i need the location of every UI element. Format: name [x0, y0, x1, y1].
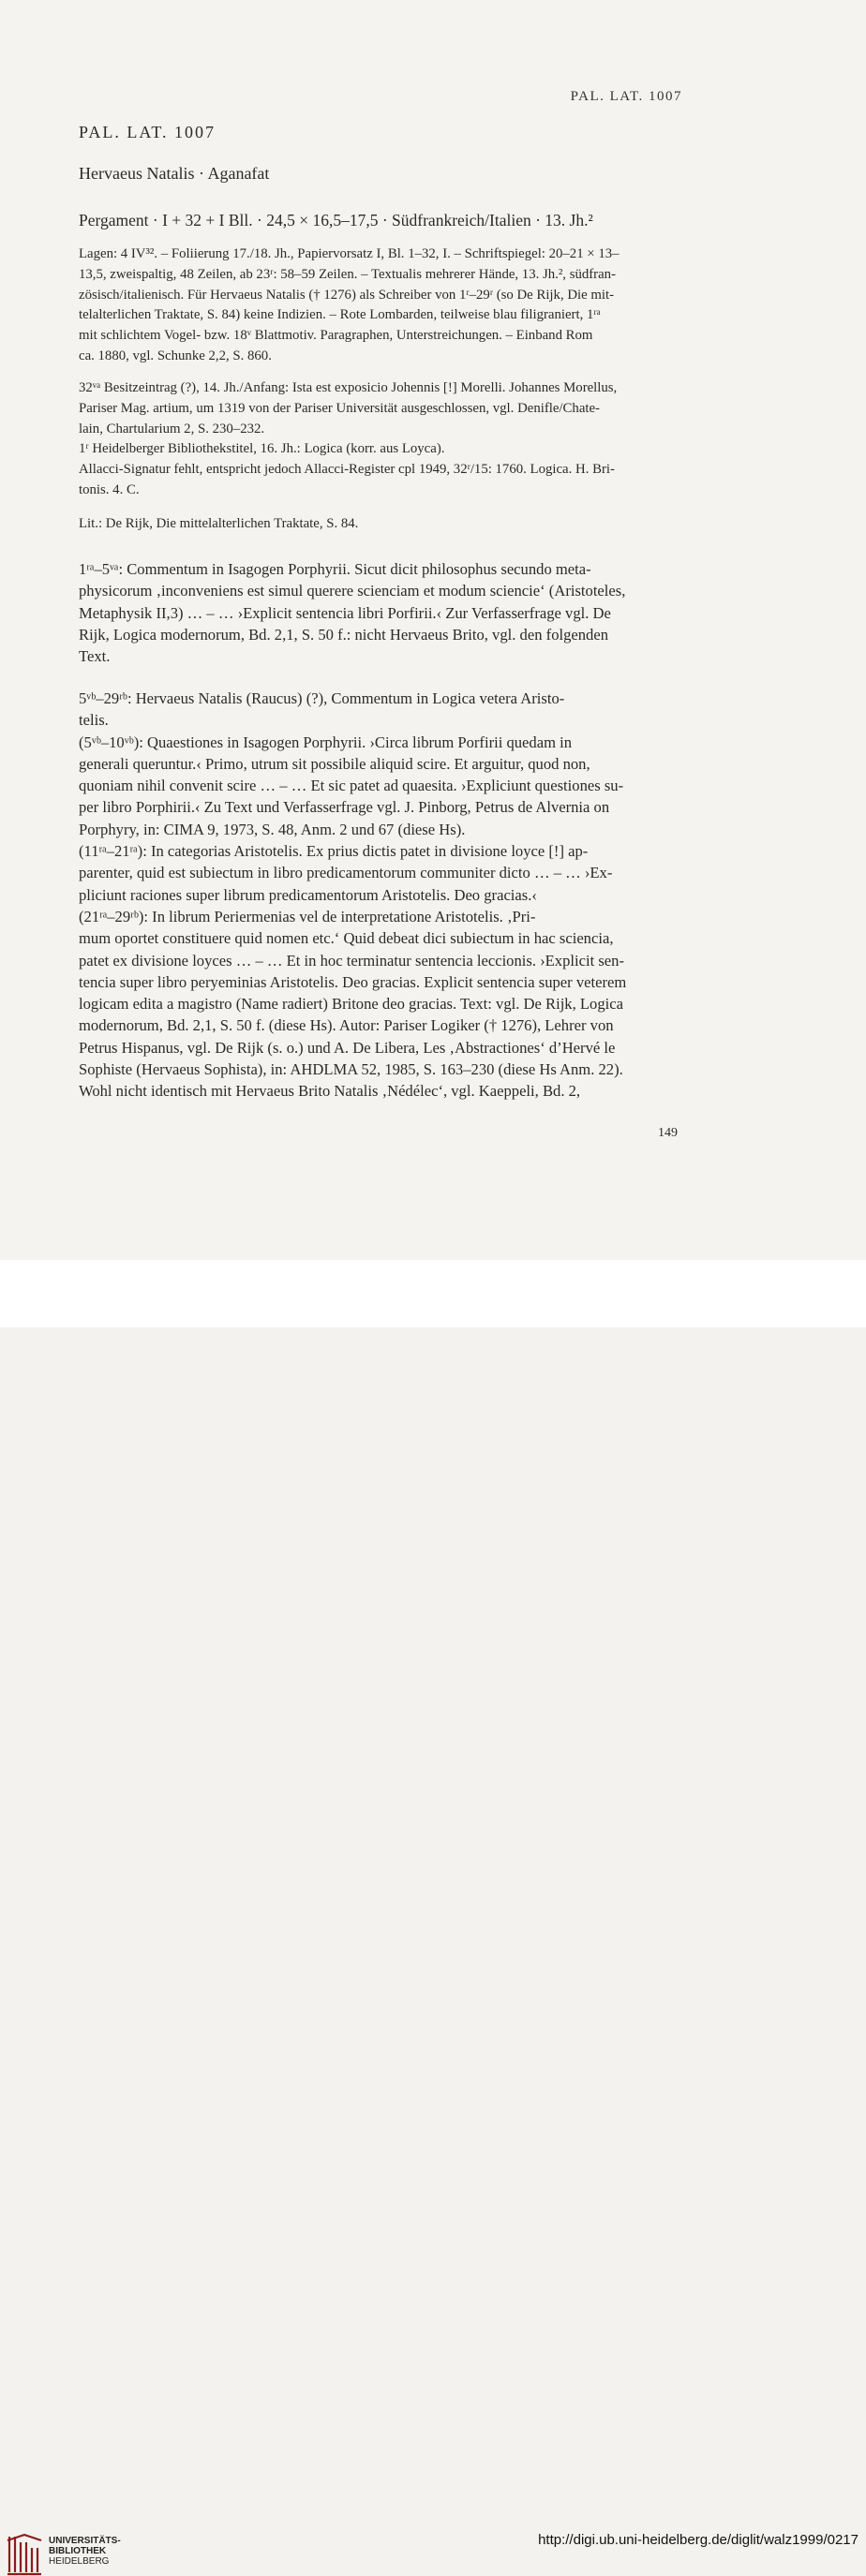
entry-line: Rijk, Logica modernorum, Bd. 2,1, S. 50 f.: nicht Hervaeus Brito, vgl. den folgenden: [79, 625, 609, 644]
codicology-line: telalterlichen Traktate, S. 84) keine Indizien. – Rote Lombarden, teilweise blau filigraniert, 1ʳᵃ: [79, 307, 601, 323]
entry-line: Text.: [79, 647, 111, 666]
provenance-line: Pariser Mag. artium, um 1319 von der Pariser Universität ausgeschlossen, vgl. Denifle/Chate-: [79, 400, 600, 416]
entry-line: Metaphysik II,3) … – … ›Explicit sentencia libri Porfirii.‹ Zur Verfasserfrage vgl. De: [79, 603, 611, 622]
entry-line: quoniam nihil convenit scire … – … Et sic patet ad quaesita. ›Expliciunt questiones su-: [79, 777, 624, 795]
entry-line: Petrus Hispanus, vgl. De Rijk (s. o.) und A. De Libera, Les ‚Abstractiones‘ d’Hervé le: [79, 1038, 616, 1057]
entry-line: 1ʳᵃ–5ᵛᵃ: Commentum in Isagogen Porphyrii. Sicut dicit philosophus secundo meta-: [79, 560, 591, 578]
catalogue-page: [0, 0, 866, 1260]
entry-line: pliciunt raciones super librum predicamentorum Aristotelis. Deo gracias.‹: [79, 885, 537, 904]
entry-line: Wohl nicht identisch mit Hervaeus Brito Natalis ‚Nédélec‘, vgl. Kaeppeli, Bd. 2,: [79, 1082, 581, 1101]
codicology-line: zösisch/italienisch. Für Hervaeus Natalis († 1276) als Schreiber von 1ʳ–29ʳ (so De Rijk, Die mit-: [79, 287, 615, 303]
digitization-footer: [0, 1260, 866, 2567]
entry-hervaeus-natalis: [79, 688, 679, 1103]
entry-line: physicorum ‚inconveniens est simul querere scienciam et modum sciencie‘ (Aristoteles,: [79, 582, 626, 600]
running-head: PAL. LAT. 1007: [570, 89, 682, 104]
entry-line: (21ʳᵃ–29ʳᵇ): In librum Periermenias vel de interpretatione Aristotelis. ‚Pri-: [79, 907, 536, 925]
provenance-line: 32ᵛᵃ Besitzeintrag (?), 14. Jh./Anfang: Ista est exposicio Johennis [!] Morelli. Johannes Morellus,: [79, 380, 618, 395]
library-logo-icon: [6, 2533, 43, 2576]
shelfmark-heading: PAL. LAT. 1007: [79, 123, 216, 141]
physical-description: Pergament · I + 32 + I Bll. · 24,5 × 16,5–17,5 · Südfrankreich/Italien · 13. Jh.²: [79, 211, 593, 229]
page-number: 149: [658, 1126, 678, 1140]
logo-line: HEIDELBERG: [49, 2556, 110, 2567]
manuscript-title: Hervaeus Natalis · Aganafat: [79, 164, 270, 183]
entry-line: parenter, quid est subiectum in libro predicamentorum communiter dicto … – … ›Ex-: [79, 864, 613, 882]
entry-line: generali queruntur.‹ Primo, utrum sit possibile aliquid scire. Et arguitur, quod non,: [79, 754, 590, 773]
provenance-line: 1ʳ Heidelberger Bibliothekstitel, 16. Jh.: Logica (korr. aus Loyca).: [79, 441, 445, 457]
provenance-line: Allacci-Signatur fehlt, entspricht jedoch Allacci-Register cpl 1949, 32ʳ/15: 1760. Logica. H. Bri-: [79, 462, 615, 478]
codicology-line: mit schlichtem Vogel- bzw. 18ᵛ Blattmotiv. Paragraphen, Unterstreichungen. – Einband Rom: [79, 328, 593, 344]
codicology-line: Lagen: 4 IV³². – Foliierung 17./18. Jh., Papiervorsatz I, Bl. 1–32, I. – Schriftspiegel: 20–21 × 13–: [79, 246, 620, 261]
literature-reference: Lit.: De Rijk, Die mittelalterlichen Traktate, S. 84.: [79, 516, 359, 531]
provenance-block: [79, 378, 679, 501]
entry-line: tencia super libro peryeminias Aristotelis. Deo gracias. Explicit sentencia super veterem: [79, 972, 627, 991]
entry-line: modernorum, Bd. 2,1, S. 50 f. (diese Hs). Autor: Pariser Logiker († 1276), Lehrer von: [79, 1016, 614, 1035]
codicology-block: [79, 244, 679, 367]
logo-line: BIBLIOTHEK: [49, 2546, 107, 2556]
entry-line: patet ex divisione loyces … – … Et in hoc terminatur sentencia leccionis. ›Explicit sen-: [79, 951, 624, 970]
entry-line: mum oportet constituere quid nomen etc.‘ Quid debeat dici subiectum in hac sciencia,: [79, 929, 614, 948]
entry-line: 5ᵛᵇ–29ʳᵇ: Hervaeus Natalis (Raucus) (?), Commentum in Logica vetera Aristo-: [79, 689, 565, 707]
codicology-line: 13,5, zweispaltig, 48 Zeilen, ab 23ʳ: 58–59 Zeilen. – Textualis mehrerer Hände, 13. Jh.², südfran-: [79, 266, 616, 282]
entry-line: per libro Porphirii.‹ Zu Text und Verfasserfrage vgl. J. Pinborg, Petrus de Alvernia on: [79, 798, 610, 817]
logo-line: UNIVERSITÄTS-: [49, 2536, 121, 2546]
entry-line: (5ᵛᵇ–10ᵛᵇ): Quaestiones in Isagogen Porphyrii. ›Circa librum Porfirii quedam in: [79, 733, 573, 751]
entry-line: logicam edita a magistro (Name radiert) Britone deo gracias. Text: vgl. De Rijk, Logica: [79, 995, 623, 1014]
entry-commentum-isagogen: [79, 558, 679, 667]
provenance-line: tonis. 4. C.: [79, 481, 140, 497]
entry-line: Porphyry, in: CIMA 9, 1973, S. 48, Anm. 2 und 67 (diese Hs).: [79, 820, 466, 838]
library-logo-text: [49, 2536, 121, 2567]
entry-line: telis.: [79, 711, 109, 730]
entry-line: Sophiste (Hervaeus Sophista), in: AHDLMA 52, 1985, S. 163–230 (diese Hs Anm. 22).: [79, 1060, 623, 1079]
provenance-line: lain, Chartularium 2, S. 230–232.: [79, 421, 265, 437]
codicology-line: ca. 1880, vgl. Schunke 2,2, S. 860.: [79, 348, 272, 363]
source-url-link[interactable]: http://digi.ub.uni-heidelberg.de/diglit/walz1999/0217: [538, 2532, 859, 2548]
entry-line: (11ʳᵃ–21ʳᵃ): In categorias Aristotelis. Ex prius dictis patet in divisione loyce [!] ap-: [79, 842, 589, 861]
